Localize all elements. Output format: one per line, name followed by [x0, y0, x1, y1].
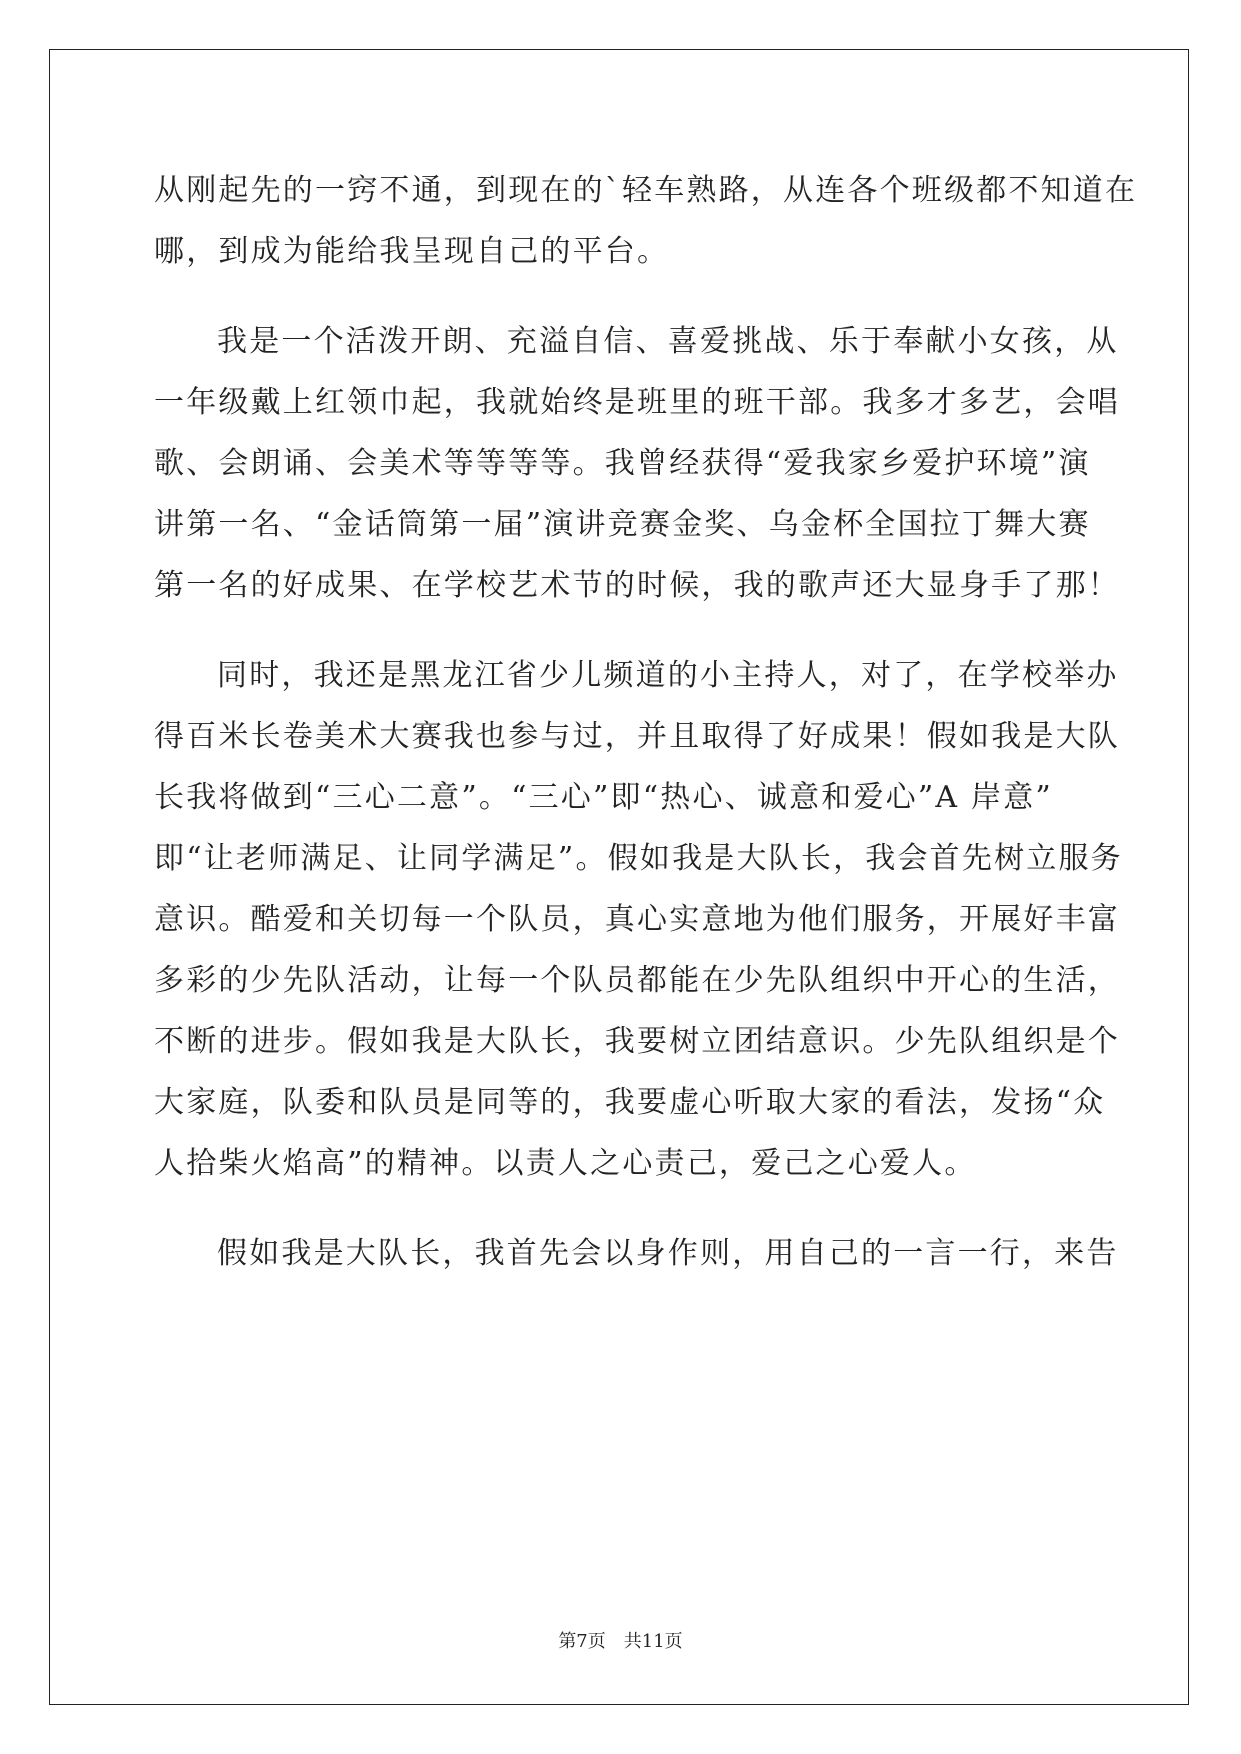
text-line: 大家庭，队委和队员是同等的，我要虚心听取大家的看法，发扬“众: [154, 1085, 1106, 1120]
text-line: 从刚起先的一窍不通，到现在的`轻车熟路，从连各个班级都不知道在: [154, 173, 1138, 208]
text-line: 得百米长卷美术大赛我也参与过，并且取得了好成果！假如我是大队: [154, 719, 1120, 754]
text-line: 歌、会朗诵、会美术等等等等。我曾经获得“爱我家乡爱护环境”演: [154, 446, 1091, 481]
text-line: 长我将做到“三心二意”。“三心”即“热心、诚意和爱心”A 岸意”: [154, 780, 1053, 815]
text-line: 哪，到成为能给我呈现自己的平台。: [154, 234, 670, 269]
text-line: 讲第一名、“金话筒第一届”演讲竞赛金奖、乌金杯全国拉丁舞大赛: [154, 507, 1091, 542]
paragraph-start-line: 我是一个活泼开朗、充溢自信、喜爱挑战、乐于奉献小女孩，从: [217, 324, 1119, 359]
paragraph-start-line: 同时，我还是黑龙江省少儿频道的小主持人，对了，在学校举办: [217, 658, 1119, 693]
text-line: 第一名的好成果、在学校艺术节的时候，我的歌声还大显身手了那！: [154, 568, 1120, 603]
text-line: 不断的进步。假如我是大队长，我要树立团结意识。少先队组织是个: [154, 1024, 1120, 1059]
text-line: 一年级戴上红领巾起，我就始终是班里的班干部。我多才多艺，会唱: [154, 385, 1120, 420]
text-line: 多彩的少先队活动，让每一个队员都能在少先队组织中开心的生活，: [154, 963, 1120, 998]
text-line: 人拾柴火焰高”的精神。以责人之心责己，爱己之心爱人。: [154, 1146, 977, 1181]
text-line: 意识。酷爱和关切每一个队员，真心实意地为他们服务，开展好丰富: [154, 902, 1120, 937]
paragraph-start-line: 假如我是大队长，我首先会以身作则，用自己的一言一行，来告: [217, 1236, 1119, 1271]
text-line: 即“让老师满足、让同学满足”。假如我是大队长，我会首先树立服务: [154, 841, 1123, 876]
document-body: [154, 160, 1138, 1284]
page-number: 第7页 共11页: [558, 1631, 683, 1652]
